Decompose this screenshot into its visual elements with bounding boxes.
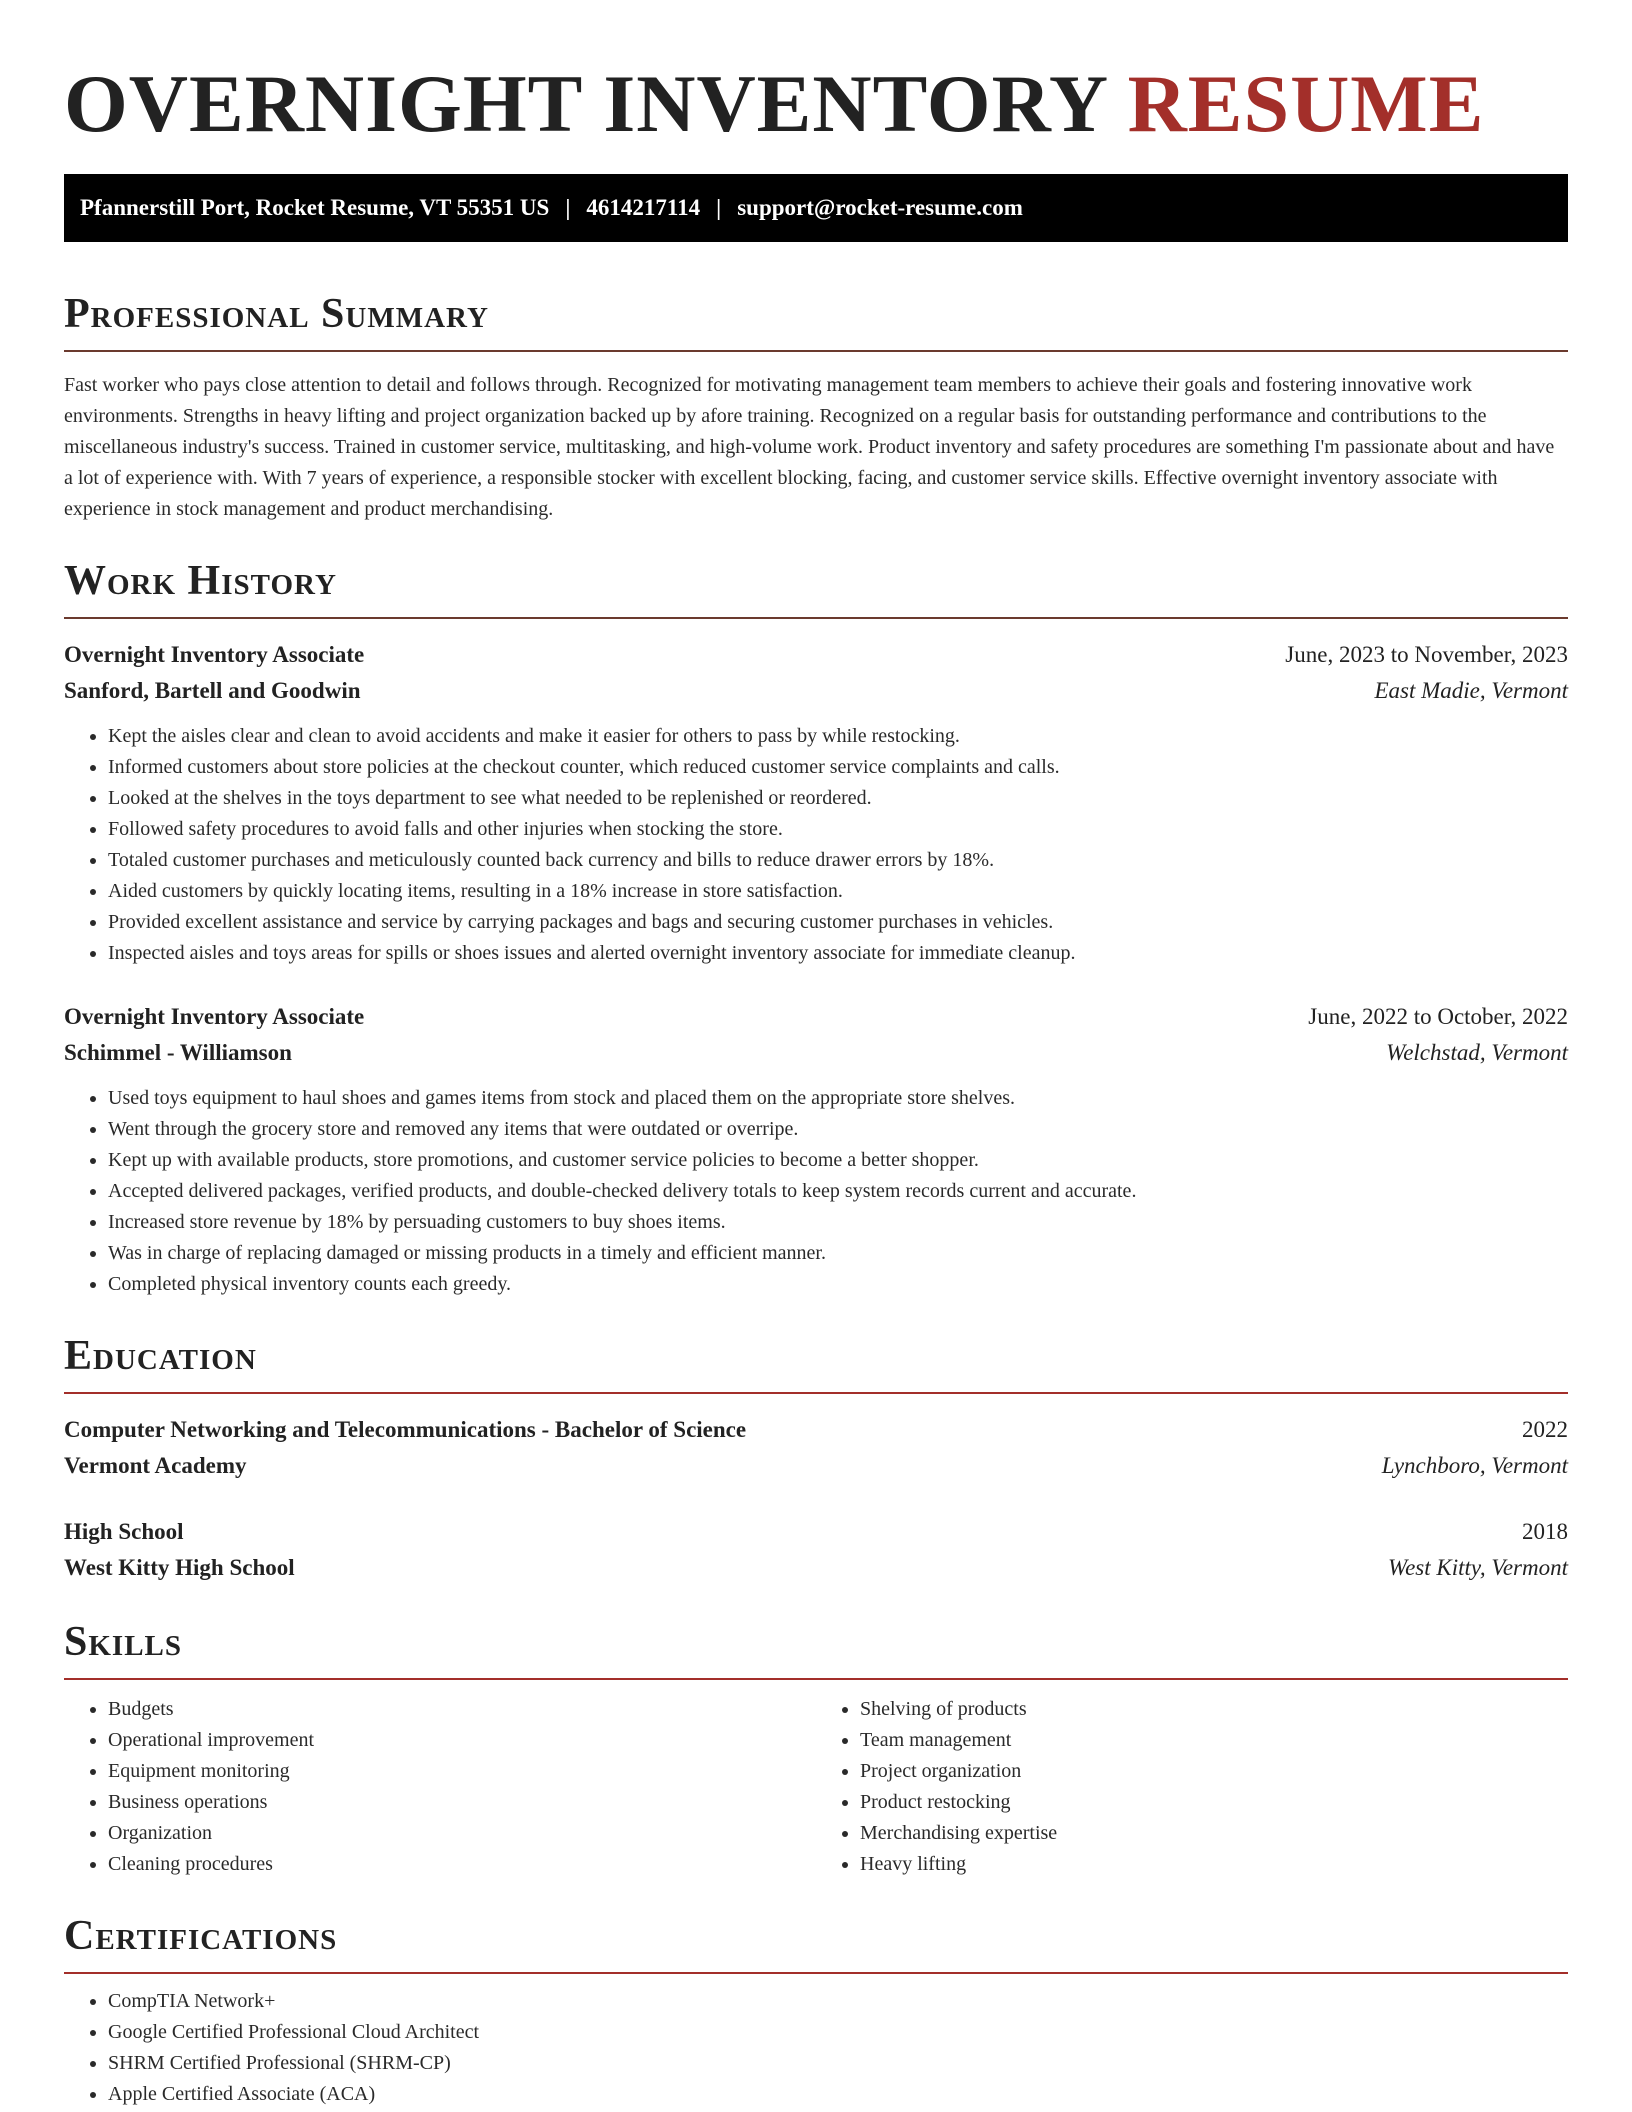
summary-text: Fast worker who pays close attention to detail and follows through. Recognized for motivating management team members to achieve their goals and fostering innovative work environments. Strengths in heavy lifting and project organization backed up by afore training. Recognized on a regular basis for outstanding performance and contributions to the miscellaneous industry's success. Trained in customer service, multitasking, and high-volume work. Product inventory and safety procedures are something I'm passionate about and have a lot of experience with. With 7 years of experience, a responsible stocker with excellent blocking, facing, and customer service skills. Effective overnight inventory associate with experience in stock management and product merchandising. (64, 374, 1555, 520)
job-bullet: • Inspected aisles and toys areas for spills or shoes issues and alerted overnight inventory associate for immediate cleanup. (108, 938, 1568, 969)
job-entry (64, 999, 1568, 1300)
contact-email: support@rocket-resume.com (737, 195, 1023, 220)
skill-item: • Project organization (860, 1756, 1568, 1787)
job-company: Schimmel - Williamson (64, 1040, 292, 1065)
education-entry (64, 1412, 1568, 1484)
skill-item: • Budgets (108, 1694, 816, 1725)
skills-column-1 (64, 1694, 816, 1880)
job-bullet: • Accepted delivered packages, verified products, and double-checked delivery totals to keep system records current and accurate. (108, 1176, 1568, 1207)
certification-item: • CompTIA Network+ (108, 1986, 1568, 2017)
education-school-row (64, 1448, 1568, 1484)
skill-item: • Team management (860, 1725, 1568, 1756)
education-location: West Kitty, Vermont (1388, 1555, 1568, 1580)
title-main: OVERNIGHT INVENTORY (64, 58, 1107, 149)
skill-item: • Heavy lifting (860, 1849, 1568, 1880)
job-dates: June, 2022 to October, 2022 (1308, 1004, 1568, 1029)
certifications-list (64, 1986, 1568, 2110)
education-heading: Education (64, 1330, 1568, 1394)
job-bullet: • Provided excellent assistance and service by carrying packages and bags and securing customer purchases in vehicles. (108, 907, 1568, 938)
education-degree: Computer Networking and Telecommunications - Bachelor of Science (64, 1417, 747, 1442)
job-company: Sanford, Bartell and Goodwin (64, 678, 361, 703)
education-section (64, 1330, 1568, 1586)
contact-phone: 4614217114 (586, 195, 701, 220)
job-bullet: • Informed customers about store policies at the checkout counter, which reduced customer service complaints and calls. (108, 752, 1568, 783)
skill-item: • Organization (108, 1818, 816, 1849)
education-school: West Kitty High School (64, 1555, 295, 1580)
job-title: Overnight Inventory Associate (64, 1004, 365, 1029)
job-bullet: • Aided customers by quickly locating items, resulting in a 18% increase in store satisfaction. (108, 876, 1568, 907)
skill-item: • Shelving of products (860, 1694, 1568, 1725)
job-bullet: • Kept up with available products, store promotions, and customer service policies to become a better shopper. (108, 1145, 1568, 1176)
job-bullet-list (64, 1083, 1568, 1300)
job-bullet-list (64, 721, 1568, 969)
job-bullet: • Followed safety procedures to avoid falls and other injuries when stocking the store. (108, 814, 1568, 845)
skill-item: • Business operations (108, 1787, 816, 1818)
contact-separator: | (565, 195, 571, 220)
education-entry (64, 1514, 1568, 1586)
skill-item: • Operational improvement (108, 1725, 816, 1756)
job-bullet: • Totaled customer purchases and meticulously counted back currency and bills to reduce drawer errors by 18%. (108, 845, 1568, 876)
job-bullet: • Kept the aisles clear and clean to avoid accidents and make it easier for others to pass by while restocking. (108, 721, 1568, 752)
skills-grid (64, 1694, 1568, 1880)
education-degree-row (64, 1412, 1568, 1448)
education-school-row (64, 1550, 1568, 1586)
certifications-heading: Certifications (64, 1910, 1568, 1974)
summary-heading: Professional Summary (64, 288, 1568, 352)
job-location: Welchstad, Vermont (1386, 1040, 1568, 1065)
contact-address: Pfannerstill Port, Rocket Resume, VT 55351 US (80, 195, 550, 220)
job-dates: June, 2023 to November, 2023 (1285, 642, 1568, 667)
education-location: Lynchboro, Vermont (1381, 1453, 1568, 1478)
job-bullet: • Increased store revenue by 18% by persuading customers to buy shoes items. (108, 1207, 1568, 1238)
work-history-section (64, 555, 1568, 1300)
job-entry (64, 637, 1568, 969)
skill-item: • Merchandising expertise (860, 1818, 1568, 1849)
education-degree-row (64, 1514, 1568, 1550)
summary-section (64, 288, 1568, 525)
skills-heading: Skills (64, 1616, 1568, 1680)
job-title: Overnight Inventory Associate (64, 642, 365, 667)
resume-title (64, 56, 1568, 152)
job-company-row (64, 673, 1568, 709)
job-company-row (64, 1035, 1568, 1071)
skill-item: • Cleaning procedures (108, 1849, 816, 1880)
title-accent: RESUME (1127, 58, 1485, 149)
job-bullet: • Completed physical inventory counts each greedy. (108, 1269, 1568, 1300)
job-bullet: • Looked at the shelves in the toys department to see what needed to be replenished or reordered. (108, 783, 1568, 814)
education-school: Vermont Academy (64, 1453, 247, 1478)
job-bullet: • Used toys equipment to haul shoes and games items from stock and placed them on the appropriate store shelves. (108, 1083, 1568, 1114)
skills-section (64, 1616, 1568, 1880)
skill-item: • Product restocking (860, 1787, 1568, 1818)
job-location: East Madie, Vermont (1374, 678, 1568, 703)
job-title-row (64, 999, 1568, 1035)
job-bullet: • Was in charge of replacing damaged or missing products in a timely and efficient manner. (108, 1238, 1568, 1269)
certification-item: • Google Certified Professional Cloud Architect (108, 2017, 1568, 2048)
contact-bar (64, 174, 1568, 242)
certifications-section (64, 1910, 1568, 2110)
work-history-heading: Work History (64, 555, 1568, 619)
skill-item: • Equipment monitoring (108, 1756, 816, 1787)
skills-column-2 (816, 1694, 1568, 1880)
education-degree: High School (64, 1519, 184, 1544)
certification-item: • SHRM Certified Professional (SHRM-CP) (108, 2048, 1568, 2079)
certification-item: • Apple Certified Associate (ACA) (108, 2079, 1568, 2110)
education-year: 2018 (1522, 1519, 1568, 1544)
job-bullet: • Went through the grocery store and removed any items that were outdated or overripe. (108, 1114, 1568, 1145)
education-year: 2022 (1522, 1417, 1568, 1442)
job-title-row (64, 637, 1568, 673)
contact-separator: | (716, 195, 722, 220)
